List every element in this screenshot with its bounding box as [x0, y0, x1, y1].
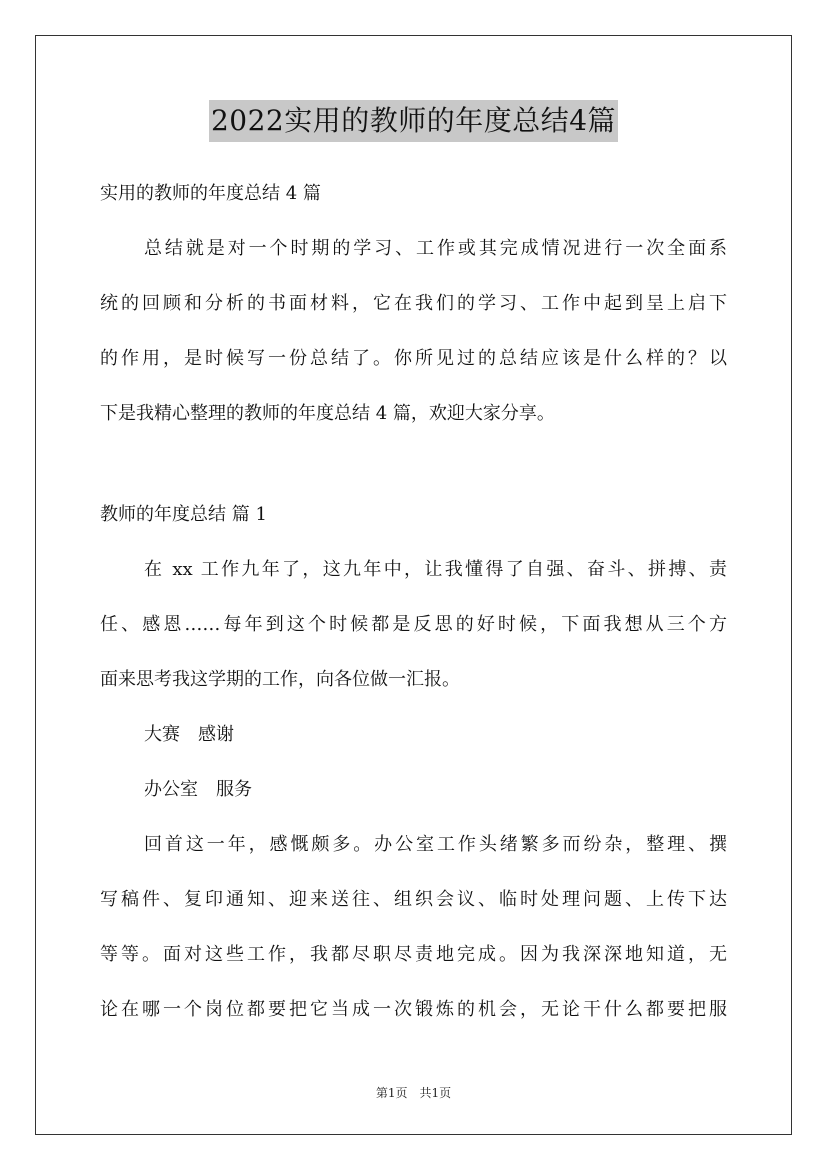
- body-line-1: 回首这一年，感慨颇多。办公室工作头绪繁多而纷杂，整理、撰: [144, 834, 727, 855]
- paragraph-gap: [100, 445, 727, 491]
- item-line-2: 办公室 服务: [144, 779, 252, 800]
- item-line-1: 大赛 感谢: [144, 724, 234, 745]
- title-container: [0, 100, 827, 142]
- intro-line-4: 下是我精心整理的教师的年度总结 4 篇，欢迎大家分享。: [100, 403, 555, 424]
- document-subtitle: 实用的教师的年度总结 4 篇: [100, 183, 321, 204]
- page-footer: 第1页 共1页: [375, 1086, 452, 1100]
- section-line-1: 在 xx 工作九年了，这九年中，让我懂得了自强、奋斗、拼搏、责: [144, 559, 727, 580]
- document-title: 2022实用的教师的年度总结4篇: [209, 100, 618, 142]
- section-heading: 教师的年度总结 篇 1: [100, 504, 267, 525]
- intro-line-1: 总结就是对一个时期的学习、工作或其完成情况进行一次全面系: [144, 238, 727, 259]
- intro-line-2: 统的回顾和分析的书面材料，它在我们的学习、工作中起到呈上启下: [100, 293, 727, 314]
- body-line-4: 论在哪一个岗位都要把它当成一次锻炼的机会，无论干什么都要把服: [100, 999, 727, 1020]
- section-line-3: 面来思考我这学期的工作，向各位做一汇报。: [100, 669, 460, 690]
- document-body: [100, 170, 727, 1041]
- body-line-3: 等等。面对这些工作，我都尽职尽责地完成。因为我深深地知道，无: [100, 944, 727, 965]
- body-line-2: 写稿件、复印通知、迎来送往、组织会议、临时处理问题、上传下达: [100, 889, 727, 910]
- section-line-2: 任、感恩……每年到这个时候都是反思的好时候，下面我想从三个方: [100, 614, 727, 635]
- intro-line-3: 的作用，是时候写一份总结了。你所见过的总结应该是什么样的？以: [100, 348, 727, 369]
